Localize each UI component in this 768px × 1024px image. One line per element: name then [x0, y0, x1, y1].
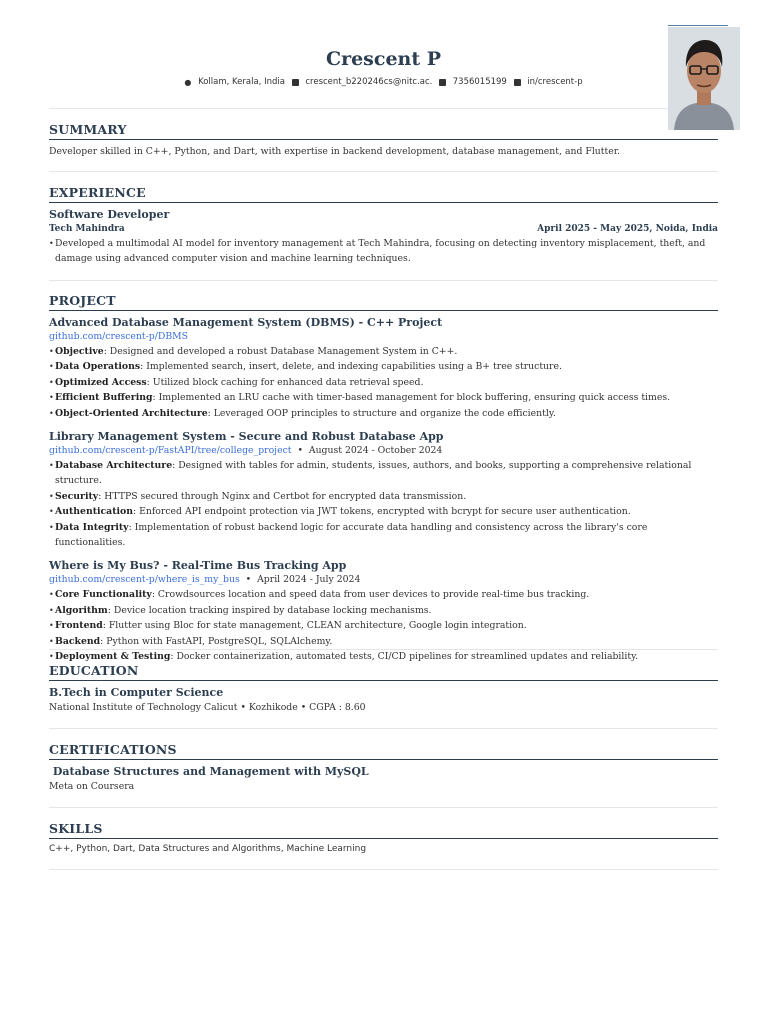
- list-item: • Optimized Access: Utilized block caching for enhanced data retrieval speed.: [49, 375, 718, 390]
- skills-heading: SKILLS: [49, 821, 718, 839]
- skills-text: C++, Python, Dart, Data Structures and Algorithms, Machine Learning: [49, 844, 367, 854]
- divider: [49, 649, 718, 650]
- project-link[interactable]: github.com/crescent-p/FastAPI/tree/college_project: [49, 445, 292, 457]
- list-item: • Data Operations: Implemented search, insert, delete, and indexing capabilities using a B+ tree structure.: [49, 359, 718, 374]
- divider: [49, 728, 718, 729]
- summary-section: [49, 122, 718, 159]
- summary-text: Developer skilled in C++, Python, and Dart, with expertise in backend development, database management, and Flutter.: [49, 146, 621, 157]
- list-item: • Developed a multimodal AI model for inventory management at Tech Mahindra, focusing on detecting inventory misplacement, theft, and damage using advanced computer vision and machine learning techniques.: [49, 236, 718, 267]
- contact-location: Kollam, Kerala, India: [198, 77, 285, 87]
- email-icon: [292, 79, 299, 86]
- list-item: • Backend: Python with FastAPI, PostgreSQL, SQLAlchemy.: [49, 634, 718, 649]
- education-details: National Institute of Technology Calicut • Kozhikode • CGPA : 8.60: [49, 702, 366, 713]
- education-section: [49, 663, 718, 715]
- divider: [49, 869, 718, 870]
- list-item: • Core Functionality: Crowdsources location and speed data from user devices to provide real-time bus tracking.: [49, 587, 718, 602]
- profile-photo: [668, 27, 740, 130]
- project-heading: PROJECT: [49, 293, 718, 311]
- phone-icon: [439, 79, 446, 86]
- skills-section: [49, 821, 718, 854]
- divider: [49, 807, 718, 808]
- contact-linkedin[interactable]: in/crescent-p: [527, 77, 583, 87]
- project-dates: August 2024 - October 2024: [308, 445, 443, 457]
- list-item: • Objective: Designed and developed a robust Database Management System in C++.: [49, 344, 718, 359]
- experience-heading: EXPERIENCE: [49, 185, 718, 203]
- list-item: • Frontend: Flutter using Bloc for state management, CLEAN architecture, Google login integration.: [49, 618, 718, 633]
- project-bullets: [49, 344, 718, 421]
- list-item: • Security: HTTPS secured through Nginx and Certbot for encrypted data transmission.: [49, 489, 718, 504]
- certification-issuer: Meta on Coursera: [49, 781, 135, 792]
- project-title: Advanced Database Management System (DBMS) - C++ Project: [49, 316, 443, 329]
- separator-dot: •: [242, 574, 255, 586]
- contact-phone[interactable]: 7356015199: [452, 77, 507, 87]
- list-item: • Object-Oriented Architecture: Leveraged OOP principles to structure and organize the code efficiently.: [49, 406, 718, 421]
- linkedin-icon: [514, 79, 521, 86]
- project-item: [49, 315, 718, 421]
- separator-dot: •: [294, 445, 306, 457]
- project-item: [49, 429, 718, 550]
- list-item: • Deployment & Testing: Docker containerization, automated tests, CI/CD pipelines for streamlined updates and reliability.: [49, 649, 718, 664]
- divider: [49, 280, 718, 281]
- certification-name: Database Structures and Management with MySQL: [49, 765, 369, 778]
- list-item: • Data Integrity: Implementation of robust backend logic for accurate data handling and consistency across the library's core functionalities.: [49, 520, 718, 551]
- summary-heading: SUMMARY: [49, 122, 718, 140]
- project-bullets: [49, 587, 718, 664]
- location-icon: ●: [184, 77, 192, 87]
- photo-accent-line: [668, 25, 728, 26]
- list-item: • Efficient Buffering: Implemented an LRU cache with timer-based management for block buffering, ensuring quick access times.: [49, 390, 718, 405]
- project-title: Library Management System - Secure and Robust Database App: [49, 430, 444, 444]
- avatar: [668, 27, 740, 130]
- candidate-name: Crescent P: [325, 48, 442, 70]
- certifications-section: [49, 742, 718, 794]
- project-link[interactable]: github.com/crescent-p/where_is_my_bus: [49, 574, 240, 586]
- experience-bullets: [49, 236, 718, 267]
- divider: [49, 108, 718, 109]
- project-link[interactable]: github.com/crescent-p/DBMS: [49, 331, 189, 342]
- project-bullets: [49, 458, 718, 550]
- education-heading: EDUCATION: [49, 663, 718, 681]
- contact-email[interactable]: crescent_b220246cs@nitc.ac.: [305, 77, 433, 87]
- project-title: Where is My Bus? - Real-Time Bus Tracking App: [49, 559, 347, 573]
- list-item: • Authentication: Enforced API endpoint protection via JWT tokens, encrypted with bcrypt for secure user authentication.: [49, 504, 718, 519]
- project-section: [49, 293, 718, 665]
- contact-line: [49, 77, 718, 88]
- experience-section: [49, 185, 718, 267]
- education-degree: B.Tech in Computer Science: [49, 686, 224, 699]
- experience-dates: April 2025 - May 2025, Noida, India: [537, 224, 718, 234]
- experience-company: Tech Mahindra: [49, 224, 125, 234]
- divider: [49, 171, 718, 172]
- experience-role: Software Developer: [49, 208, 170, 221]
- certifications-heading: CERTIFICATIONS: [49, 742, 718, 760]
- list-item: • Database Architecture: Designed with tables for admin, students, issues, authors, and books, supporting a comprehensive relational structure.: [49, 458, 718, 489]
- list-item: • Algorithm: Device location tracking inspired by database locking mechanisms.: [49, 603, 718, 618]
- project-dates: April 2024 - July 2024: [257, 574, 361, 586]
